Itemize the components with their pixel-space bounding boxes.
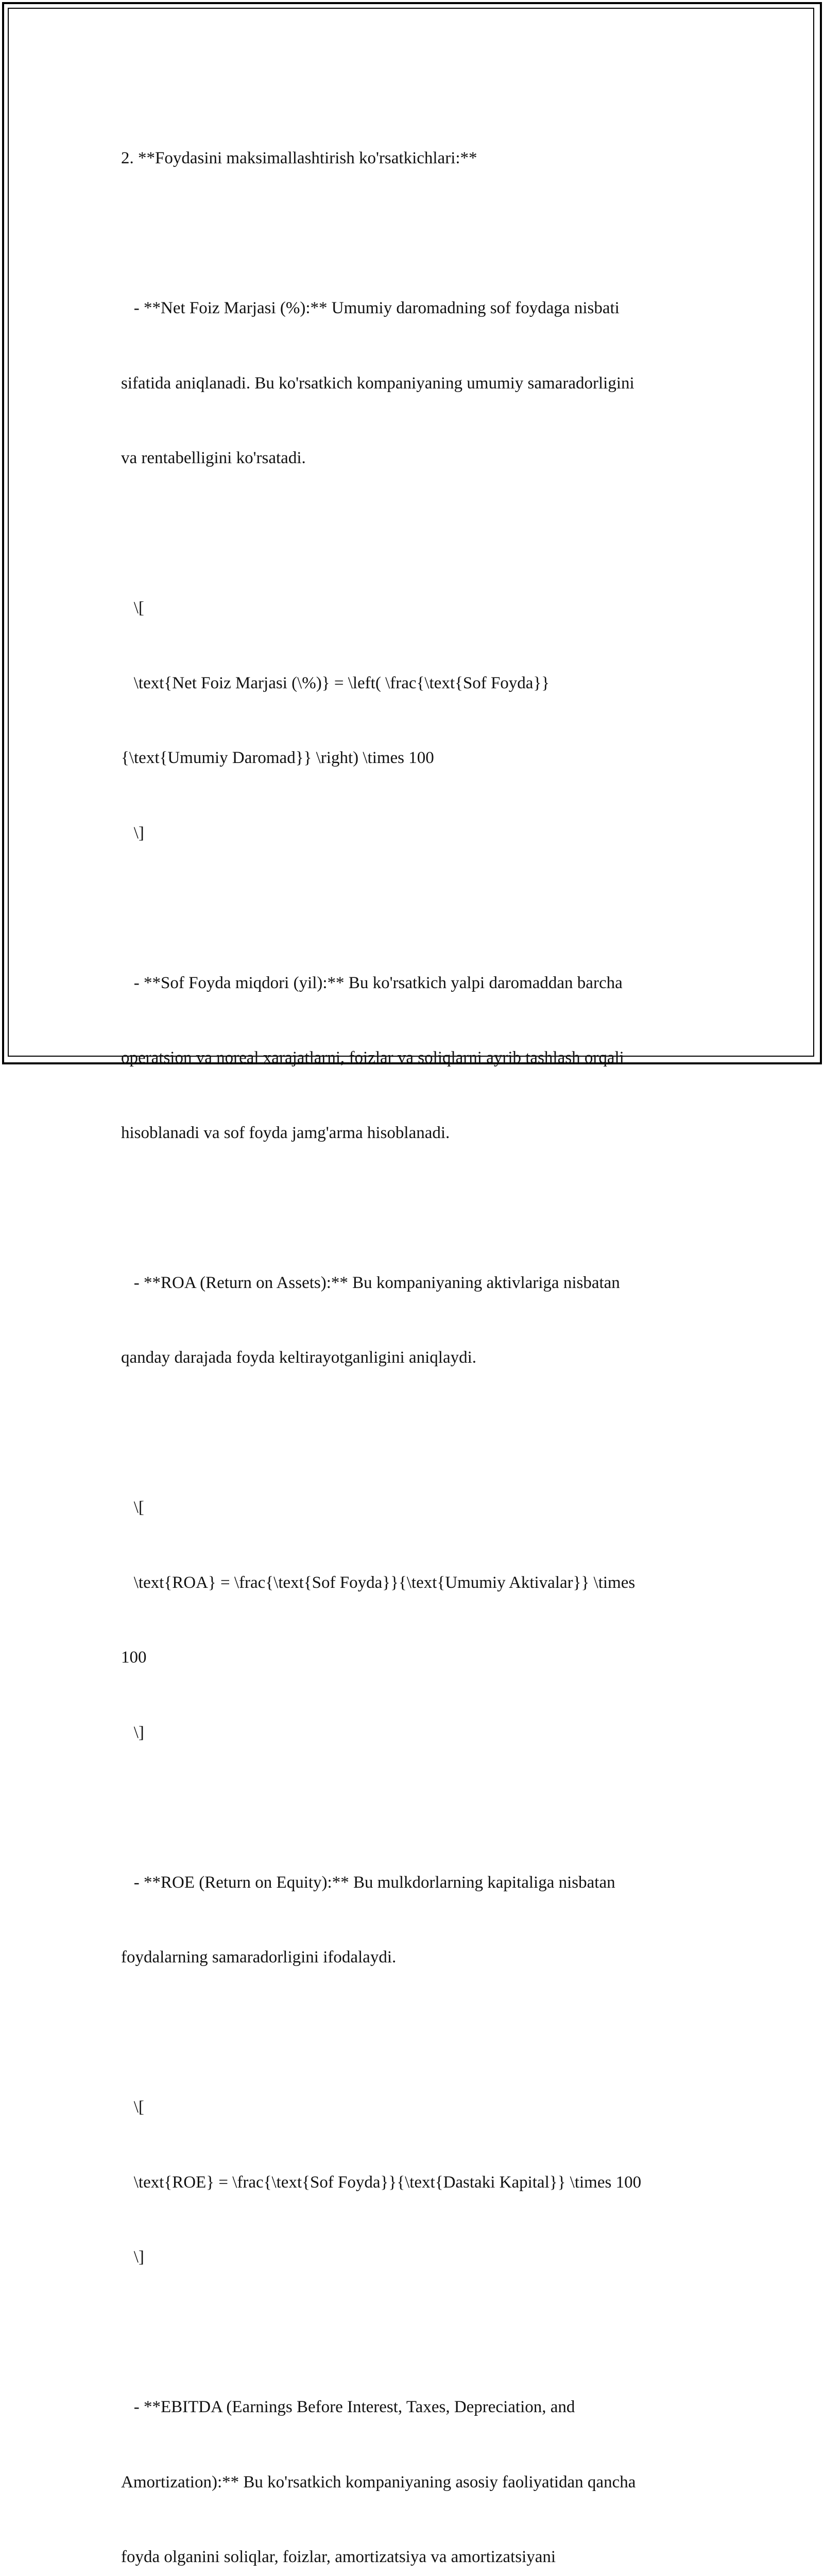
document-line: Amortization):** Bu ko'rsatkich kompaniyaning asosiy faoliyatidan qancha [121, 2472, 636, 2492]
document-body [121, 96, 713, 2576]
document-line: foyda olganini soliqlar, foizlar, amortizatsiya va amortizatsiyani [121, 2548, 556, 2566]
document-line: qanday darajada foyda keltirayotganligini aniqlaydi. [121, 1348, 477, 1367]
document-line: hisoblanadi va sof foyda jamg'arma hisoblanadi. [121, 1123, 450, 1142]
document-line [121, 2320, 713, 2345]
document-line: - **ROE (Return on Equity):** Bu mulkdorlarning kapitaliga nisbatan [121, 1873, 615, 1892]
document-line: \[ [121, 1498, 144, 1517]
document-line: {\text{Umumiy Daromad}} \right) \times 100 [121, 749, 434, 767]
document-line: \] [121, 823, 144, 842]
document-line: \] [121, 1723, 144, 1742]
document-line: - **ROA (Return on Assets):** Bu kompaniyaning aktivlariga nisbatan [121, 1273, 620, 1292]
document-line: - **Net Foiz Marjasi (%):** Umumiy daromadning sof foydaga nisbati [121, 299, 620, 317]
document-line [121, 2020, 713, 2045]
document-line [121, 521, 713, 546]
document-line: \text{ROE} = \frac{\text{Sof Foyda}}{\text{Dastaki Kapital}} \times 100 [121, 2173, 642, 2192]
document-line: \text{ROA} = \frac{\text{Sof Foyda}}{\text{Umumiy Aktivalar}} \times [121, 1573, 636, 1592]
document-line: va rentabelligini ko'rsatadi. [121, 449, 306, 467]
document-line: \[ [121, 2098, 144, 2116]
document-line: \text{Net Foiz Marjasi (\%)} = \left( \frac{\text{Sof Foyda}} [121, 673, 550, 692]
document-line [121, 221, 713, 246]
document-line: 2. **Foydasini maksimallashtirish ko'rsatkichlari:** [121, 149, 477, 167]
document-line: 100 [121, 1648, 147, 1667]
document-line: foydalarning samaradorligini ifodalaydi. [121, 1948, 397, 1967]
document-line [121, 895, 713, 921]
document-line: sifatida aniqlanadi. Bu ko'rsatkich kompaniyaning umumiy samaradorligini [121, 374, 634, 393]
document-line: operatsion va noreal xarajatlarni, foizlar va soliqlarni ayrib tashlash orqali [121, 1048, 624, 1067]
document-line [121, 1795, 713, 1820]
document-line: \[ [121, 599, 144, 617]
document-line [121, 1420, 713, 1446]
document-line: \] [121, 2248, 144, 2266]
document-line: - **Sof Foyda miqdori (yil):** Bu ko'rsatkich yalpi daromaddan barcha [121, 973, 623, 992]
document-line [121, 1195, 713, 1221]
document-line: - **EBITDA (Earnings Before Interest, Taxes, Depreciation, and [121, 2398, 575, 2416]
